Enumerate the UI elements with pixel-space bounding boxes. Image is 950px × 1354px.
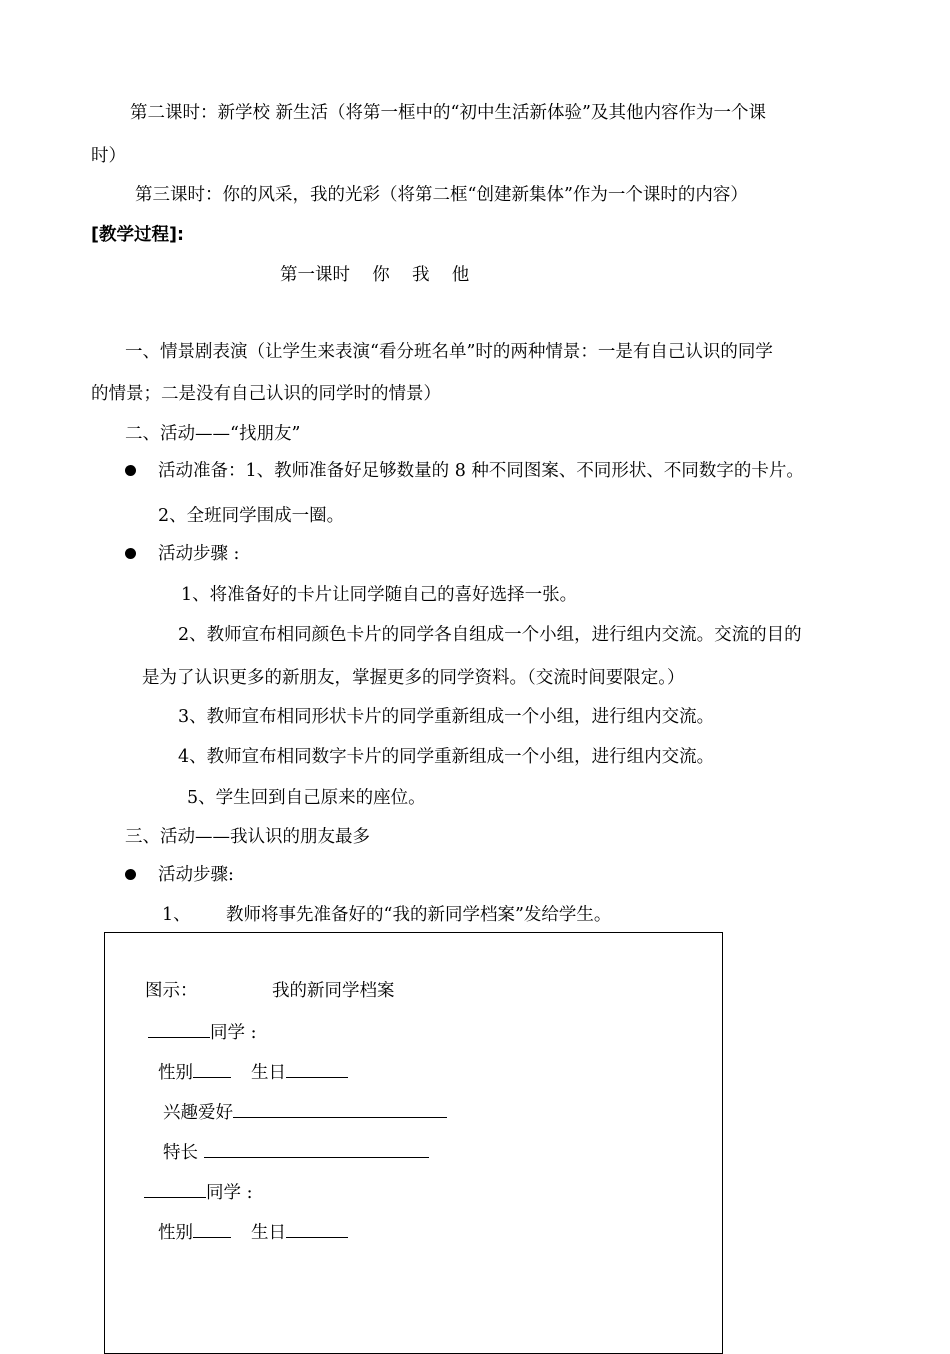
bullet-icon xyxy=(125,869,136,880)
step-4: 4、教师宣布相同数字卡片的同学重新组成一个小组，进行组内交流。 xyxy=(178,747,715,767)
specialty-label: 特长 xyxy=(163,1143,198,1163)
paragraph-lesson-2-cont: 时） xyxy=(91,146,126,166)
blank-line xyxy=(193,1219,231,1238)
figure-caption: 图示： xyxy=(145,981,198,1001)
birthday-label: 生日 xyxy=(251,1063,286,1083)
blank-line xyxy=(193,1059,231,1078)
blank-line xyxy=(286,1059,348,1078)
lesson-title: 第一课时 你 我 他 xyxy=(280,265,470,285)
step-2-cont: 是为了认识更多的新朋友，掌握更多的同学资料。（交流时间要限定。） xyxy=(142,668,685,688)
section-3: 三、活动——我认识的朋友最多 xyxy=(125,827,370,847)
blank-line xyxy=(204,1139,429,1158)
section-3-step-1-number: 1、 xyxy=(162,905,191,925)
step-2: 2、教师宣布相同颜色卡片的同学各自组成一个小组，进行组内交流。交流的目的 xyxy=(178,625,802,645)
specialty-row xyxy=(163,1139,429,1165)
classmate-name-row-1 xyxy=(148,1019,256,1045)
gender-label: 性别 xyxy=(158,1223,193,1243)
classmate-label: 同学 : xyxy=(210,1023,257,1043)
blank-line xyxy=(144,1179,206,1198)
activity-prep-1: 活动准备：1、教师准备好足够数量的 8 种不同图案、不同形状、不同数字的卡片。 xyxy=(158,461,804,481)
hobby-label: 兴趣爱好 xyxy=(163,1103,233,1123)
paragraph-lesson-3: 第三课时：你的风采，我的光彩（将第二框“创建新集体”作为一个课时的内容） xyxy=(135,185,748,205)
birthday-label: 生日 xyxy=(251,1223,286,1243)
bullet-icon xyxy=(125,548,136,559)
blank-line xyxy=(148,1019,210,1038)
paragraph-lesson-2: 第二课时：新学校 新生活（将第一框中的“初中生活新体验”及其他内容作为一个课 xyxy=(130,103,766,123)
heading-teaching-process: [教学过程]: xyxy=(91,225,184,245)
section-1-cont: 的情景；二是没有自己认识的同学时的情景） xyxy=(91,384,441,404)
section-2: 二、活动——“找朋友” xyxy=(125,424,301,444)
activity-steps-label: 活动步骤 : xyxy=(158,544,240,564)
activity-steps-label-2: 活动步骤: xyxy=(158,865,234,885)
bullet-icon xyxy=(125,465,136,476)
blank-line xyxy=(286,1219,348,1238)
activity-prep-2: 2、全班同学围成一圈。 xyxy=(158,506,345,526)
section-3-step-1: 教师将事先准备好的“我的新同学档案”发给学生。 xyxy=(226,905,612,925)
section-1: 一、情景剧表演（让学生来表演“看分班名单”时的两种情景：一是有自己认识的同学 xyxy=(125,342,773,362)
step-1: 1、将准备好的卡片让同学随自己的喜好选择一张。 xyxy=(181,585,578,605)
figure-title: 我的新同学档案 xyxy=(272,981,395,1001)
step-5: 5、学生回到自己原来的座位。 xyxy=(187,788,426,808)
hobby-row xyxy=(163,1099,447,1125)
blank-line xyxy=(233,1099,447,1118)
gender-birthday-row-1 xyxy=(158,1059,348,1085)
gender-label: 性别 xyxy=(158,1063,193,1083)
classmate-label: 同学 : xyxy=(206,1183,253,1203)
step-3: 3、教师宣布相同形状卡片的同学重新组成一个小组，进行组内交流。 xyxy=(178,707,715,727)
gender-birthday-row-2 xyxy=(158,1219,348,1245)
classmate-name-row-2 xyxy=(144,1179,252,1205)
